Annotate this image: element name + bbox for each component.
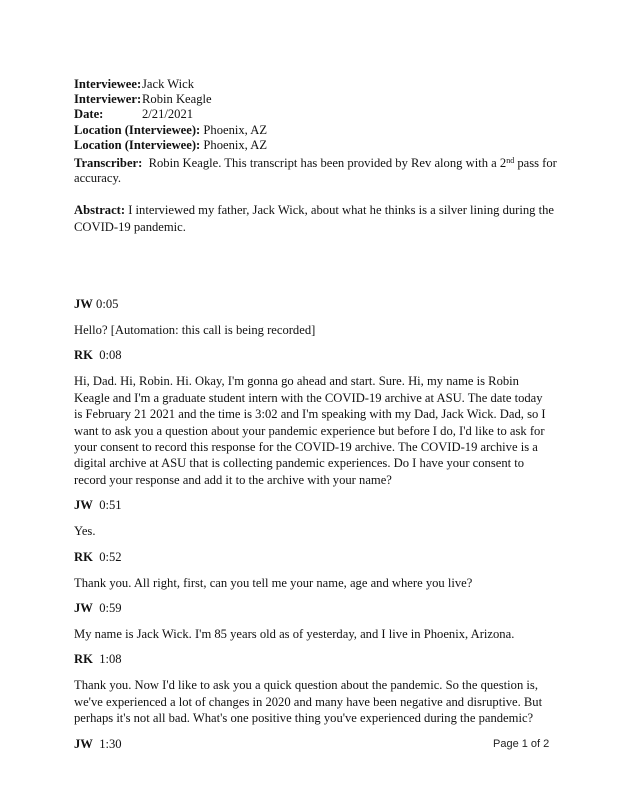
- date-row: [74, 107, 557, 122]
- abstract-label: Abstract:: [74, 203, 126, 217]
- transcriber-row: [74, 153, 557, 171]
- transcriber-label: Transcriber:: [74, 156, 143, 171]
- utterance: Yes.: [74, 524, 96, 539]
- interviewee-row: [74, 77, 557, 92]
- location-value-2: Phoenix, AZ: [203, 137, 268, 152]
- speaker-initials: JW: [74, 601, 93, 616]
- timestamp: 0:51: [99, 498, 122, 513]
- utterance: Thank you. All right, first, can you tell me your name, age and where you live?: [74, 575, 473, 590]
- location-row-1: [74, 123, 557, 138]
- abstract: [74, 202, 554, 235]
- date-value: 2/21/2021: [142, 107, 194, 122]
- timestamp: 0:08: [99, 348, 122, 363]
- speaker-initials: RK: [74, 652, 93, 667]
- transcript-turns: [74, 265, 554, 752]
- location-value-1: Phoenix, AZ: [203, 122, 268, 137]
- timestamp: 0:05: [96, 297, 119, 311]
- timestamp: 0:52: [99, 549, 122, 564]
- utterance: Thank you. Now I'd like to ask you a quick question about the pandemic. So the question is, we've experienced a lot of changes in 2020 and many have been negative and disruptive. But perhaps it's not all bad. What's one positive thing you've experienced during the pandemic?: [74, 678, 543, 726]
- abstract-text: I interviewed my father, Jack Wick, about what he thinks is a silver lining during the COVID-19 pandemic.: [74, 203, 554, 234]
- timestamp: 0:59: [99, 601, 122, 616]
- timestamp: 1:08: [99, 652, 122, 667]
- speaker-line: [74, 601, 554, 616]
- location-row-2: [74, 138, 557, 153]
- speaker-initials: JW: [74, 498, 93, 513]
- speaker-line: [74, 550, 554, 565]
- speaker-initials: JW: [74, 297, 93, 311]
- interviewee-label: Interviewee:: [74, 77, 142, 91]
- metadata-block: [74, 77, 557, 186]
- transcriber-text-end: pass for: [514, 156, 557, 171]
- speaker-initials: JW: [74, 736, 93, 751]
- location-label-1: Location (Interviewee):: [74, 122, 201, 137]
- speaker-line: [74, 737, 554, 752]
- location-label-2: Location (Interviewee):: [74, 137, 201, 152]
- timestamp: 1:30: [99, 736, 122, 751]
- utterance: Hi, Dad. Hi, Robin. Hi. Okay, I'm gonna go ahead and start. Sure. Hi, my name is Robin Keagle and I'm a graduate student intern with the COVID-19 archive at ASU. The date today is February 21 2021 and the time is 3:02 and I'm speaking with my Dad, Jack Wick. Dad, so I want to ask you a question about your pandemic experience but before I do, I'd like to ask for your consent to record this response for the COVID-19 archive. The COVID-19 archive is a digital archive at ASU that is collecting pandemic experiences. Do I have your consent to record your response and add it to the archive with your name?: [74, 374, 546, 487]
- utterance: My name is Jack Wick. I'm 85 years old as of yesterday, and I live in Phoenix, Arizona.: [74, 627, 515, 642]
- transcriber-superscript: nd: [506, 156, 515, 166]
- speaker-line: [74, 498, 554, 513]
- interviewer-row: [74, 92, 557, 107]
- page-number: Page 1 of 2: [493, 738, 550, 750]
- transcriber-text-line2: accuracy.: [74, 171, 122, 186]
- utterance: Hello? [Automation: this call is being recorded]: [74, 323, 316, 337]
- interviewer-value: Robin Keagle: [142, 92, 212, 107]
- speaker-initials: RK: [74, 348, 93, 363]
- speaker-line: [74, 297, 554, 312]
- transcriber-text: Robin Keagle. This transcript has been provided by Rev along with a 2: [148, 156, 507, 171]
- interviewee-value: Jack Wick: [142, 77, 195, 91]
- transcriber-row-cont: [74, 171, 557, 186]
- speaker-initials: RK: [74, 549, 93, 564]
- date-label: Date:: [74, 107, 104, 122]
- speaker-line: [74, 348, 554, 363]
- speaker-line: [74, 652, 554, 667]
- interviewer-label: Interviewer:: [74, 92, 142, 107]
